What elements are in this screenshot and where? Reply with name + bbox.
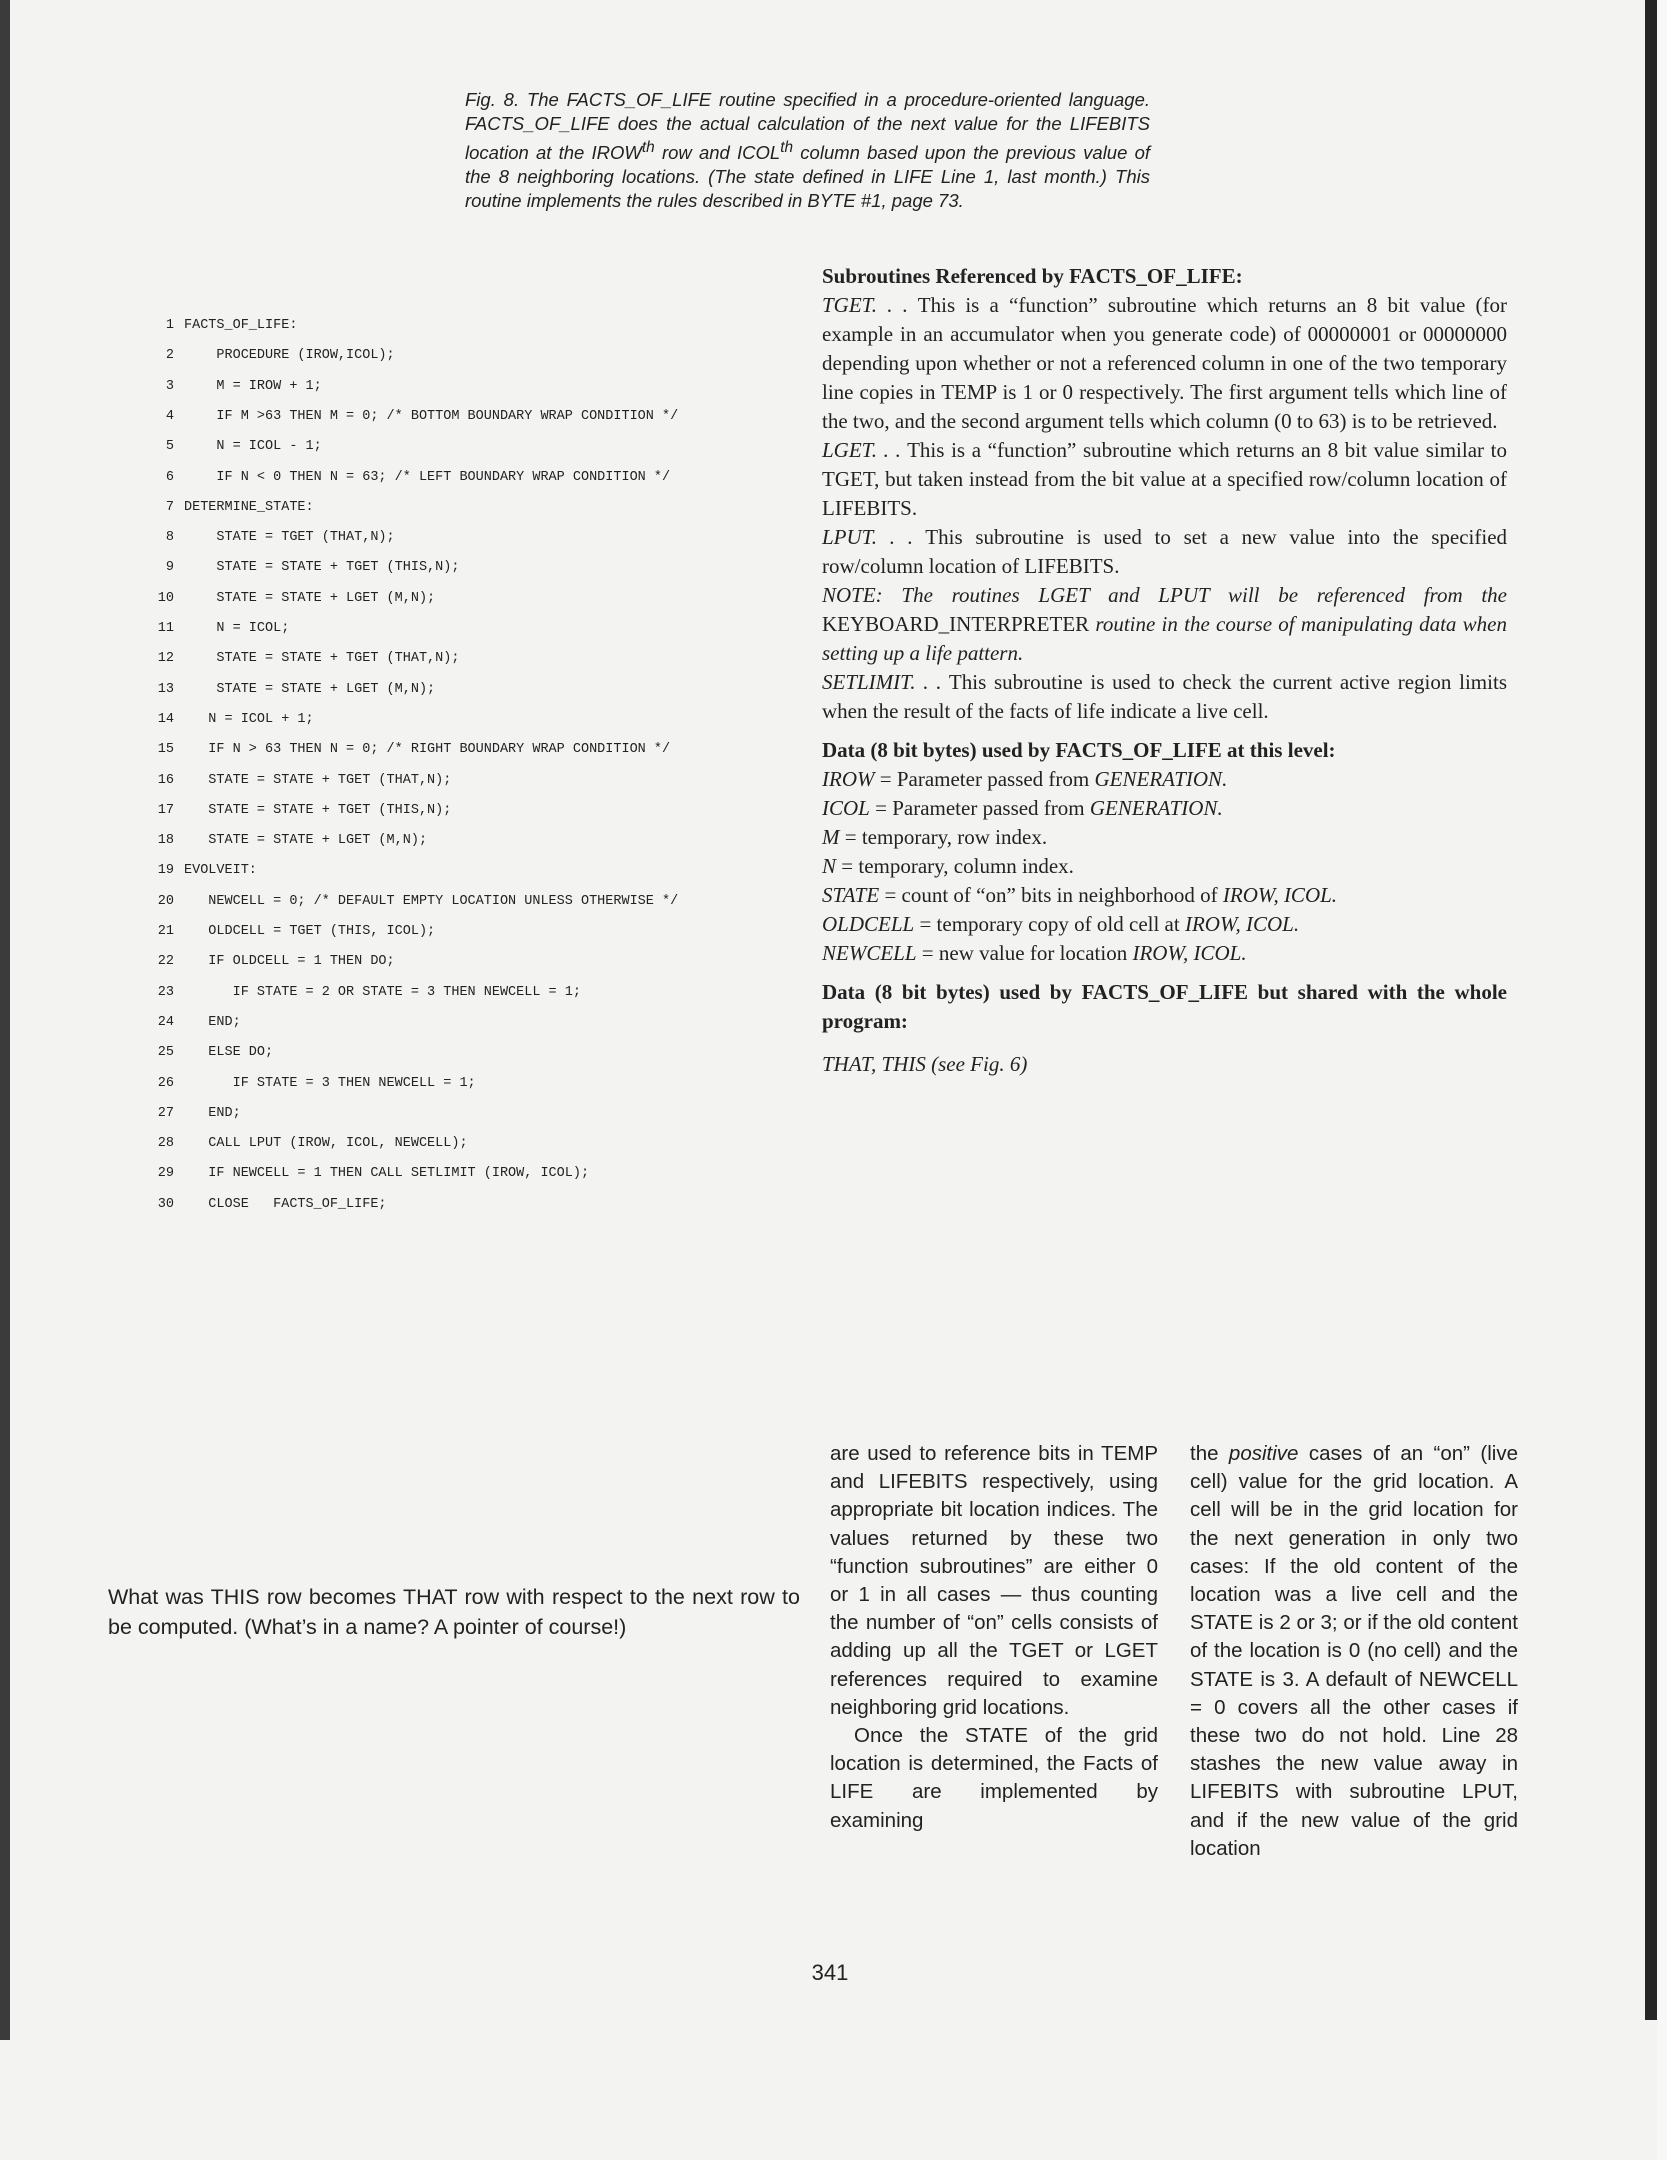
code-line (150, 682, 790, 704)
figure-label: Fig. 8. (465, 89, 520, 110)
code-line-text: STATE = STATE + LGET (M,N); (184, 833, 428, 849)
caption-text-3: column based upon the previous value of the 8 neighboring locations. (The state defined in LIFE Line 1, last month.) This routine implements the rules described in BYTE #1, page 73. (465, 142, 1151, 212)
subroutine-descriptions (822, 262, 1507, 1079)
caption-sup-2: th (780, 139, 794, 156)
data-item-ref: GENERATION. (1094, 767, 1228, 791)
code-line-text: STATE = STATE + TGET (THIS,N); (184, 560, 460, 576)
code-line (150, 591, 790, 613)
code-line (150, 1197, 790, 1219)
column-b-text-a: the (1190, 1442, 1219, 1465)
code-line-number: 28 (157, 1136, 174, 1152)
code-line-number: 9 (165, 560, 174, 576)
code-line-text: IF N < 0 THEN N = 63; /* LEFT BOUNDARY WRAP CONDITION */ (184, 469, 671, 485)
code-line-number: 27 (157, 1105, 174, 1121)
data-item-ref: IROW, ICOL. (1222, 883, 1338, 907)
code-line-text: STATE = STATE + TGET (THIS,N); (184, 802, 452, 818)
code-line-text: N = ICOL + 1; (184, 711, 314, 727)
data-item-desc: = Parameter passed from (879, 767, 1090, 791)
code-line-number: 18 (157, 833, 174, 849)
scan-edge-left (0, 0, 10, 2040)
code-line (150, 379, 790, 401)
code-line (150, 1015, 790, 1037)
subroutines-heading: Subroutines Referenced by FACTS_OF_LIFE: (822, 264, 1243, 288)
code-line-number: 17 (157, 802, 174, 818)
data-shared-items (822, 1050, 1507, 1079)
data-item-name: IROW (822, 767, 875, 791)
code-line-text: IF OLDCELL = 1 THEN DO; (184, 954, 395, 970)
code-line-number: 1 (165, 318, 174, 333)
column-b-text-b: cases of an “on” (live cell) value for the grid location. A cell will be in the grid location for the next generation in only two cases: If the old content of the location was a live cell and the STATE is 2 or 3; or if the old content of the location is 0 (no cell) and the STATE is 3. A default of NEWCELL = 0 covers all the other cases if these two do not hold. Line 28 stashes the new value away in LIFEBITS with subroutine LPUT, and if the new value of the grid location (1190, 1442, 1518, 1860)
data-shared-text: THAT, THIS (see Fig. 6) (822, 1052, 1028, 1076)
code-line (150, 803, 790, 825)
data-item-desc: = Parameter passed from (875, 796, 1085, 820)
code-line-text: EVOLVEIT: (184, 863, 257, 879)
code-line-text: STATE = TGET (THAT,N); (184, 530, 395, 546)
code-line-text: STATE = STATE + TGET (THAT,N); (184, 651, 460, 667)
figure-caption (465, 88, 1150, 213)
code-line-number: 19 (157, 863, 174, 879)
code-line-text: END; (184, 1105, 241, 1121)
code-line-text: IF STATE = 2 OR STATE = 3 THEN NEWCELL = 1; (184, 984, 581, 1000)
code-line-text: DETERMINE_STATE: (184, 499, 314, 515)
code-line-text: IF M >63 THEN M = 0; /* BOTTOM BOUNDARY WRAP CONDITION */ (184, 408, 679, 424)
code-line-number: 22 (157, 954, 174, 970)
code-line (150, 894, 790, 916)
body-column-b (1190, 1440, 1518, 1863)
data-local-item (822, 852, 1507, 881)
note-text-2: routine in the course of manipulating data when setting up a life pattern. (822, 612, 1508, 665)
code-line-text: CALL LPUT (IROW, ICOL, NEWCELL); (184, 1136, 468, 1152)
body-column-a (830, 1440, 1158, 1835)
code-line (150, 439, 790, 461)
code-line (150, 742, 790, 764)
code-line-text: CLOSE FACTS_OF_LIFE; (184, 1196, 387, 1212)
lget-name: LGET. . . (822, 438, 901, 462)
code-line-text: PROCEDURE (IROW,ICOL); (184, 348, 395, 364)
data-item-desc: = temporary, row index. (844, 825, 1048, 849)
code-line-number: 7 (165, 499, 174, 515)
code-line (150, 773, 790, 795)
code-line-text: N = ICOL; (184, 621, 290, 636)
code-line-text: FACTS_OF_LIFE: (184, 318, 298, 333)
scan-edge-right (1645, 0, 1657, 2020)
code-line (150, 651, 790, 673)
data-local-item (822, 910, 1507, 939)
data-item-name: NEWCELL (822, 941, 917, 965)
code-line-text: N = ICOL - 1; (184, 439, 322, 455)
code-line (150, 500, 790, 522)
code-line-number: 21 (157, 924, 174, 939)
data-item-name: M (822, 825, 840, 849)
code-line (150, 1076, 790, 1098)
code-line-text: OLDCELL = TGET (THIS, ICOL); (184, 924, 436, 939)
tget-desc: This is a “function” subroutine which returns an 8 bit value (for example in an accumulator when you generate code) of 00000001 or 00000000 depending upon whether or not a referenced column in one of the two temporary line copies in TEMP is 1 or 0 respectively. The first argument tells which line of the two, and the second argument tells which column (0 to 63) is to be retrieved. (822, 293, 1508, 433)
code-line (150, 470, 790, 492)
code-line-number: 11 (157, 621, 174, 636)
code-line-number: 14 (157, 711, 174, 727)
data-item-name: STATE (822, 883, 880, 907)
pull-quote: What was THIS row becomes THAT row with respect to the next row to be computed. (What’s in a name? A pointer of course!) (108, 1585, 800, 1639)
code-line-number: 10 (157, 590, 174, 606)
code-line-number: 23 (157, 984, 174, 1000)
data-local-item (822, 765, 1507, 794)
code-line-text: NEWCELL = 0; /* DEFAULT EMPTY LOCATION UNLESS OTHERWISE */ (184, 893, 679, 909)
code-line-number: 13 (157, 681, 174, 697)
setlimit-name: SETLIMIT. . . (822, 670, 942, 694)
code-line (150, 348, 790, 370)
column-b-paragraph-1 (1190, 1440, 1518, 1863)
note-keyword: KEYBOARD_INTERPRETER (822, 612, 1090, 636)
code-line (150, 318, 790, 340)
code-line (150, 954, 790, 976)
code-line-text: M = IROW + 1; (184, 378, 322, 394)
code-line (150, 621, 790, 643)
lget-desc: This is a “function” subroutine which returns an 8 bit value similar to TGET, but taken instead from the bit value at a specified row/column location of LIFEBITS. (822, 438, 1507, 520)
code-line-text: STATE = STATE + LGET (M,N); (184, 681, 436, 697)
page-number: 341 (811, 1960, 849, 1985)
setlimit-entry (822, 668, 1507, 726)
tget-name: TGET. . . (822, 293, 908, 317)
code-line-number: 30 (157, 1196, 174, 1212)
code-line (150, 833, 790, 855)
code-line-text: IF STATE = 3 THEN NEWCELL = 1; (184, 1075, 476, 1091)
lput-desc: This subroutine is used to set a new value into the specified row/column location of LIFEBITS. (822, 525, 1508, 578)
setlimit-desc: This subroutine is used to check the current active region limits when the result of the facts of life indicate a live cell. (822, 670, 1507, 723)
code-line-number: 5 (165, 439, 174, 455)
column-b-emphasis: positive (1228, 1442, 1299, 1465)
code-line-text: END; (184, 1014, 241, 1030)
caption-text-2: row and ICOL (661, 142, 781, 164)
data-item-ref: IROW, ICOL. (1132, 941, 1247, 965)
code-line-text: STATE = STATE + TGET (THAT,N); (184, 772, 452, 788)
code-line (150, 409, 790, 431)
tget-entry (822, 291, 1507, 436)
code-line-text: IF N > 63 THEN N = 0; /* RIGHT BOUNDARY WRAP CONDITION */ (184, 742, 671, 758)
data-item-desc: = temporary copy of old cell at (919, 912, 1180, 936)
code-line-number: 29 (157, 1166, 174, 1182)
data-local-item (822, 939, 1507, 968)
data-item-name: ICOL (822, 796, 870, 820)
caption-text-1: The FACTS_OF_LIFE routine specified in a procedure-oriented language. FACTS_OF_LIFE does the actual calculation of the next value for the LIFEBITS location at the IROW (465, 89, 1150, 164)
data-item-name: OLDCELL (822, 912, 915, 936)
data-item-ref: IROW, ICOL. (1184, 912, 1300, 936)
code-line-number: 8 (165, 530, 174, 546)
column-a-paragraph-1: are used to reference bits in TEMP and LIFEBITS respectively, using appropriate bit location indices. The values returned by these two “function subroutines” are either 0 or 1 in all cases — thus counting the number of “on” cells consists of adding up all the TGET or LGET references required to examine neighboring grid locations. (830, 1442, 1158, 1719)
data-shared-heading: Data (8 bit bytes) used by FACTS_OF_LIFE but shared with the whole program: (822, 980, 1507, 1033)
lget-entry (822, 436, 1507, 523)
code-line (150, 863, 790, 885)
code-line (150, 985, 790, 1007)
code-line (150, 1045, 790, 1067)
code-line (150, 1106, 790, 1128)
note-text-1: NOTE: The routines LGET and LPUT will be referenced from the (822, 583, 1507, 607)
lput-name: LPUT. . . (822, 525, 913, 549)
code-line (150, 1136, 790, 1158)
code-line-text: ELSE DO; (184, 1045, 274, 1061)
note-entry (822, 581, 1507, 668)
code-line-text: STATE = STATE + LGET (M,N); (184, 590, 436, 606)
data-item-ref: GENERATION. (1089, 796, 1223, 820)
code-line-number: 3 (165, 378, 174, 394)
code-line-number: 4 (165, 408, 174, 424)
caption-sup-1: th (641, 139, 655, 156)
data-item-desc: = count of “on” bits in neighborhood of (884, 883, 1218, 907)
code-line-text: IF NEWCELL = 1 THEN CALL SETLIMIT (IROW, ICOL); (184, 1166, 590, 1182)
code-line-number: 15 (157, 742, 174, 758)
code-line (150, 560, 790, 582)
data-local-item (822, 794, 1507, 823)
lput-entry (822, 523, 1507, 581)
column-a-paragraph-2: Once the STATE of the grid location is determined, the Facts of LIFE are implemented by examining (830, 1724, 1158, 1832)
data-local-item (822, 881, 1507, 910)
code-line-number: 16 (157, 772, 174, 788)
code-line-number: 20 (157, 893, 174, 909)
data-local-heading: Data (8 bit bytes) used by FACTS_OF_LIFE at this level: (822, 738, 1336, 762)
code-line-number: 24 (157, 1014, 174, 1030)
code-line-number: 2 (165, 348, 174, 364)
data-local-item (822, 823, 1507, 852)
code-line (150, 1166, 790, 1188)
code-line-number: 12 (157, 651, 174, 667)
data-item-desc: = temporary, column index. (841, 854, 1074, 878)
code-line (150, 530, 790, 552)
data-item-name: N (822, 854, 837, 878)
code-line-number: 25 (157, 1045, 174, 1061)
code-line-number: 6 (165, 469, 174, 485)
data-local-list (822, 765, 1507, 968)
code-line-number: 26 (157, 1075, 174, 1091)
scan-margin-right (1657, 0, 1667, 2160)
code-line (150, 924, 790, 946)
code-line (150, 712, 790, 734)
data-item-desc: = new value for location (921, 941, 1128, 965)
